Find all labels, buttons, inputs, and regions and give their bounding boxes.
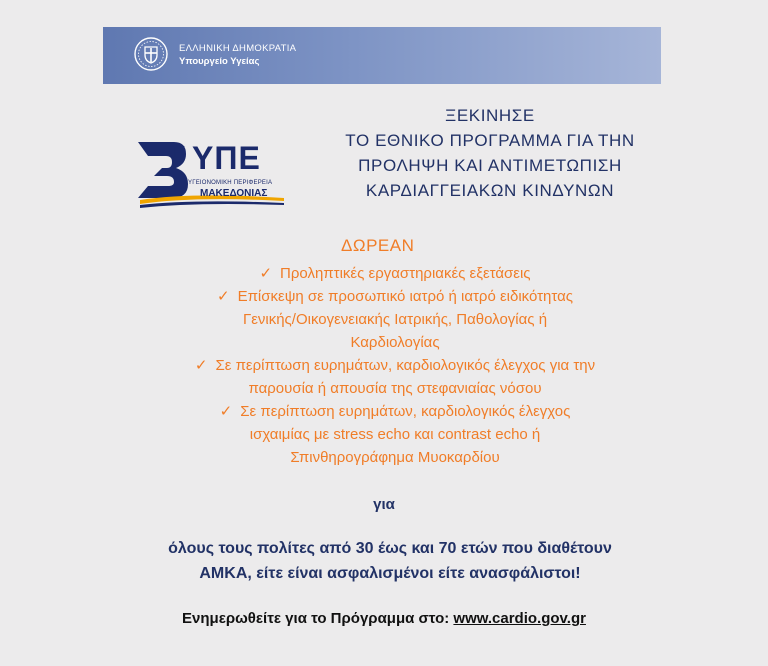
ministry-title [179, 43, 296, 68]
free-label: ΔΩΡΕΑΝ [341, 236, 415, 255]
check-icon: ✓ [194, 357, 208, 374]
heading-line: ΚΑΡΔΙΑΓΓΕΙΑΚΩΝ ΚΙΝΔΥΝΩΝ [365, 181, 615, 200]
benefit-line: ισχαιμίας με stress echo και contrast echo ή [249, 426, 541, 443]
benefit-item [140, 262, 650, 285]
ministry-banner [103, 27, 661, 84]
check-icon: ✓ [259, 265, 273, 282]
benefit-text: Σε περίπτωση ευρημάτων, καρδιολογικός έλεγχος για την [215, 357, 596, 374]
benefit-text: Σε περίπτωση ευρημάτων, καρδιολογικός έλεγχος [240, 403, 571, 420]
benefit-item [140, 400, 650, 469]
greek-coat-of-arms-icon [133, 36, 169, 72]
check-icon: ✓ [219, 403, 233, 420]
benefit-line [140, 262, 650, 285]
benefits-list [140, 262, 650, 469]
heading-line: ΤΟ ΕΘΝΙΚΟ ΠΡΟΓΡΑΜΜΑ ΓΙΑ ΤΗΝ [345, 131, 635, 150]
logo-mark-text: ΥΠΕ [192, 140, 261, 176]
region-logo [134, 138, 290, 210]
heading-line: ΞΕΚΙΝΗΣΕ [445, 106, 535, 125]
benefit-text: Προληπτικές εργαστηριακές εξετάσεις [280, 265, 531, 282]
heading-line: ΠΡΟΛΗΨΗ ΚΑΙ ΑΝΤΙΜΕΤΩΠΙΣΗ [358, 156, 622, 175]
for-label: για [373, 496, 395, 513]
target-audience [140, 536, 640, 586]
benefit-line: Σπινθηρογράφημα Μυοκαρδίου [290, 449, 500, 466]
benefit-line [140, 400, 650, 423]
benefit-text: Επίσκεψη σε προσωπικό ιατρό ή ιατρό ειδικότητας [237, 288, 573, 305]
benefit-line: Γενικής/Οικογενειακής Ιατρικής, Παθολογίας ή [242, 311, 548, 328]
benefit-item [140, 354, 650, 400]
benefit-line: παρουσία ή απουσία της στεφανιαίας νόσου [248, 380, 542, 397]
logo-superscript: Η [172, 142, 185, 162]
target-line: όλους τους πολίτες από 30 έως και 70 ετών που διαθέτουν [168, 540, 612, 557]
benefit-line [140, 354, 650, 377]
target-line: ΑΜΚΑ, είτε είναι ασφαλισμένοι είτε ανασφάλιστοι! [199, 565, 581, 582]
ministry-title-line1: ΕΛΛΗΝΙΚΗ ΔΗΜΟΚΡΑΤΙΑ [179, 43, 297, 54]
ministry-title-line2: Υπουργείο Υγείας [179, 56, 260, 67]
benefit-line [140, 285, 650, 308]
logo-subtitle-1: ΥΓΕΙΟΝΟΜΙΚΗ ΠΕΡΙΦΕΡΕΙΑ [188, 180, 273, 186]
benefit-item [140, 285, 650, 354]
cardio-website-link[interactable]: www.cardio.gov.gr [453, 610, 586, 627]
logo-subtitle-2: ΜΑΚΕΔΟΝΙΑΣ [200, 188, 268, 199]
info-line [0, 610, 768, 627]
info-prefix: Ενημερωθείτε για το Πρόγραμμα στο: [182, 610, 450, 627]
check-icon: ✓ [217, 288, 230, 305]
benefit-line: Καρδιολογίας [350, 334, 440, 351]
main-heading [300, 103, 680, 203]
